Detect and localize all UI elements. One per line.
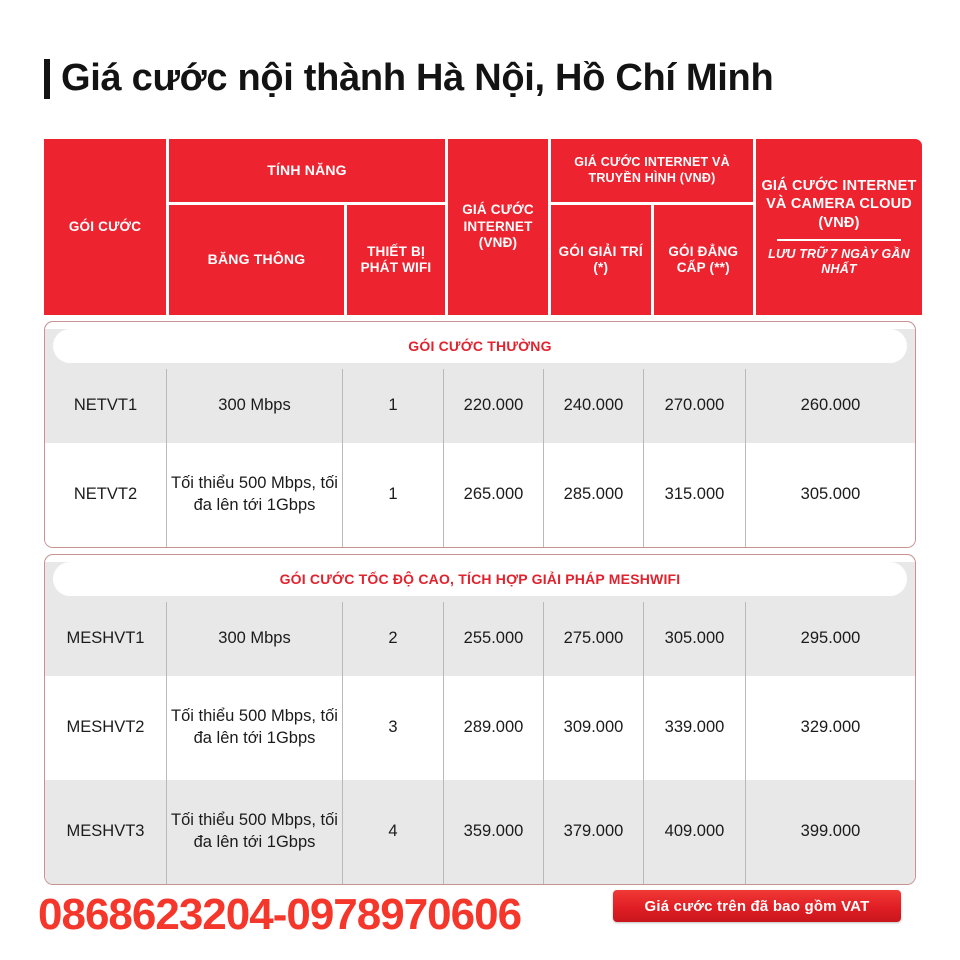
cell-bandwidth: Tối thiểu 500 Mbps, tối đa lên tới 1Gbps (167, 780, 343, 884)
cell-tv-entertainment: 379.000 (544, 780, 644, 884)
cell-tv-premium: 270.000 (644, 369, 746, 443)
title-accent-bar (44, 59, 50, 99)
cell-camera-price: 305.000 (800, 485, 861, 504)
cell-internet-price: 255.000 (444, 602, 544, 676)
page-title (44, 57, 773, 100)
price-table (44, 139, 916, 885)
table-header (44, 139, 916, 315)
cell-devices: 2 (343, 602, 444, 676)
cell-package: MESHVT1 (45, 602, 167, 676)
cell-camera-price: 260.000 (800, 396, 861, 415)
section-block-meshwifi (44, 554, 916, 885)
cell-package: NETVT1 (45, 369, 167, 443)
cell-internet-price: 265.000 (444, 443, 544, 547)
cell-tv-entertainment: 285.000 (544, 443, 644, 547)
header-features-subcols (169, 205, 445, 315)
cell-tv-entertainment: 275.000 (544, 602, 644, 676)
cell-devices: 1 (343, 443, 444, 547)
table-row (45, 602, 915, 676)
cell-tv-entertainment: 309.000 (544, 676, 644, 780)
cell-internet-price: 359.000 (444, 780, 544, 884)
cell-package: MESHVT3 (45, 780, 167, 884)
header-tv-premium: GÓI ĐẲNG CẤP (**) (654, 205, 754, 315)
page-title-text: Giá cước nội thành Hà Nội, Hồ Chí Minh (61, 57, 774, 99)
cell-devices: 1 (343, 369, 444, 443)
cell-internet-price: 220.000 (444, 369, 544, 443)
table-row (45, 780, 915, 884)
cell-package: MESHVT2 (45, 676, 167, 780)
header-camera-title: GIÁ CƯỚC INTERNET VÀ CAMERA CLOUD (VNĐ) (761, 178, 917, 231)
header-bandwidth: BĂNG THÔNG (169, 205, 344, 315)
table-row (45, 676, 915, 780)
header-camera-group (756, 139, 922, 315)
section-band-strip-standard (45, 329, 915, 369)
header-wifi-device: THIẾT BỊ PHÁT WIFI (347, 205, 445, 315)
cell-tv-premium: 409.000 (644, 780, 746, 884)
cell-bandwidth: 300 Mbps (167, 369, 343, 443)
section-band-standard: GÓI CƯỚC THƯỜNG (53, 329, 907, 363)
contact-phone-number: 0868623204-0978970606 (38, 890, 522, 939)
header-features-group (169, 139, 445, 315)
cell-camera-price: 399.000 (800, 822, 861, 841)
cell-package: NETVT2 (45, 443, 167, 547)
header-camera-divider (777, 239, 900, 241)
header-tv-title: GIÁ CƯỚC INTERNET VÀ TRUYỀN HÌNH (VNĐ) (551, 139, 753, 202)
table-row (45, 443, 915, 547)
section-band-strip-meshwifi (45, 562, 915, 602)
header-tv-subcols (551, 205, 753, 315)
header-features-title: TÍNH NĂNG (169, 139, 445, 202)
cell-tv-premium: 305.000 (644, 602, 746, 676)
section-band-meshwifi: GÓI CƯỚC TỐC ĐỘ CAO, TÍCH HỢP GIẢI PHÁP MESHWIFI (53, 562, 907, 596)
header-internet-price: GIÁ CƯỚC INTERNET (VNĐ) (448, 139, 548, 315)
cell-bandwidth: 300 Mbps (167, 602, 343, 676)
cell-internet-price: 289.000 (444, 676, 544, 780)
cell-devices: 4 (343, 780, 444, 884)
section-block-standard (44, 321, 916, 548)
header-camera-note: LƯU TRỮ 7 NGÀY GẦN NHẤT (768, 246, 910, 276)
header-tv-entertainment: GÓI GIẢI TRÍ (*) (551, 205, 651, 315)
cell-camera-price: 329.000 (800, 718, 861, 737)
vat-note-badge: Giá cước trên đã bao gồm VAT (613, 890, 901, 922)
cell-devices: 3 (343, 676, 444, 780)
header-package: GÓI CƯỚC (44, 139, 166, 315)
header-tv-group (551, 139, 753, 315)
cell-tv-premium: 315.000 (644, 443, 746, 547)
cell-camera-price: 295.000 (800, 629, 861, 648)
cell-tv-entertainment: 240.000 (544, 369, 644, 443)
cell-bandwidth: Tối thiểu 500 Mbps, tối đa lên tới 1Gbps (167, 443, 343, 547)
cell-bandwidth: Tối thiểu 500 Mbps, tối đa lên tới 1Gbps (167, 676, 343, 780)
table-row (45, 369, 915, 443)
cell-tv-premium: 339.000 (644, 676, 746, 780)
